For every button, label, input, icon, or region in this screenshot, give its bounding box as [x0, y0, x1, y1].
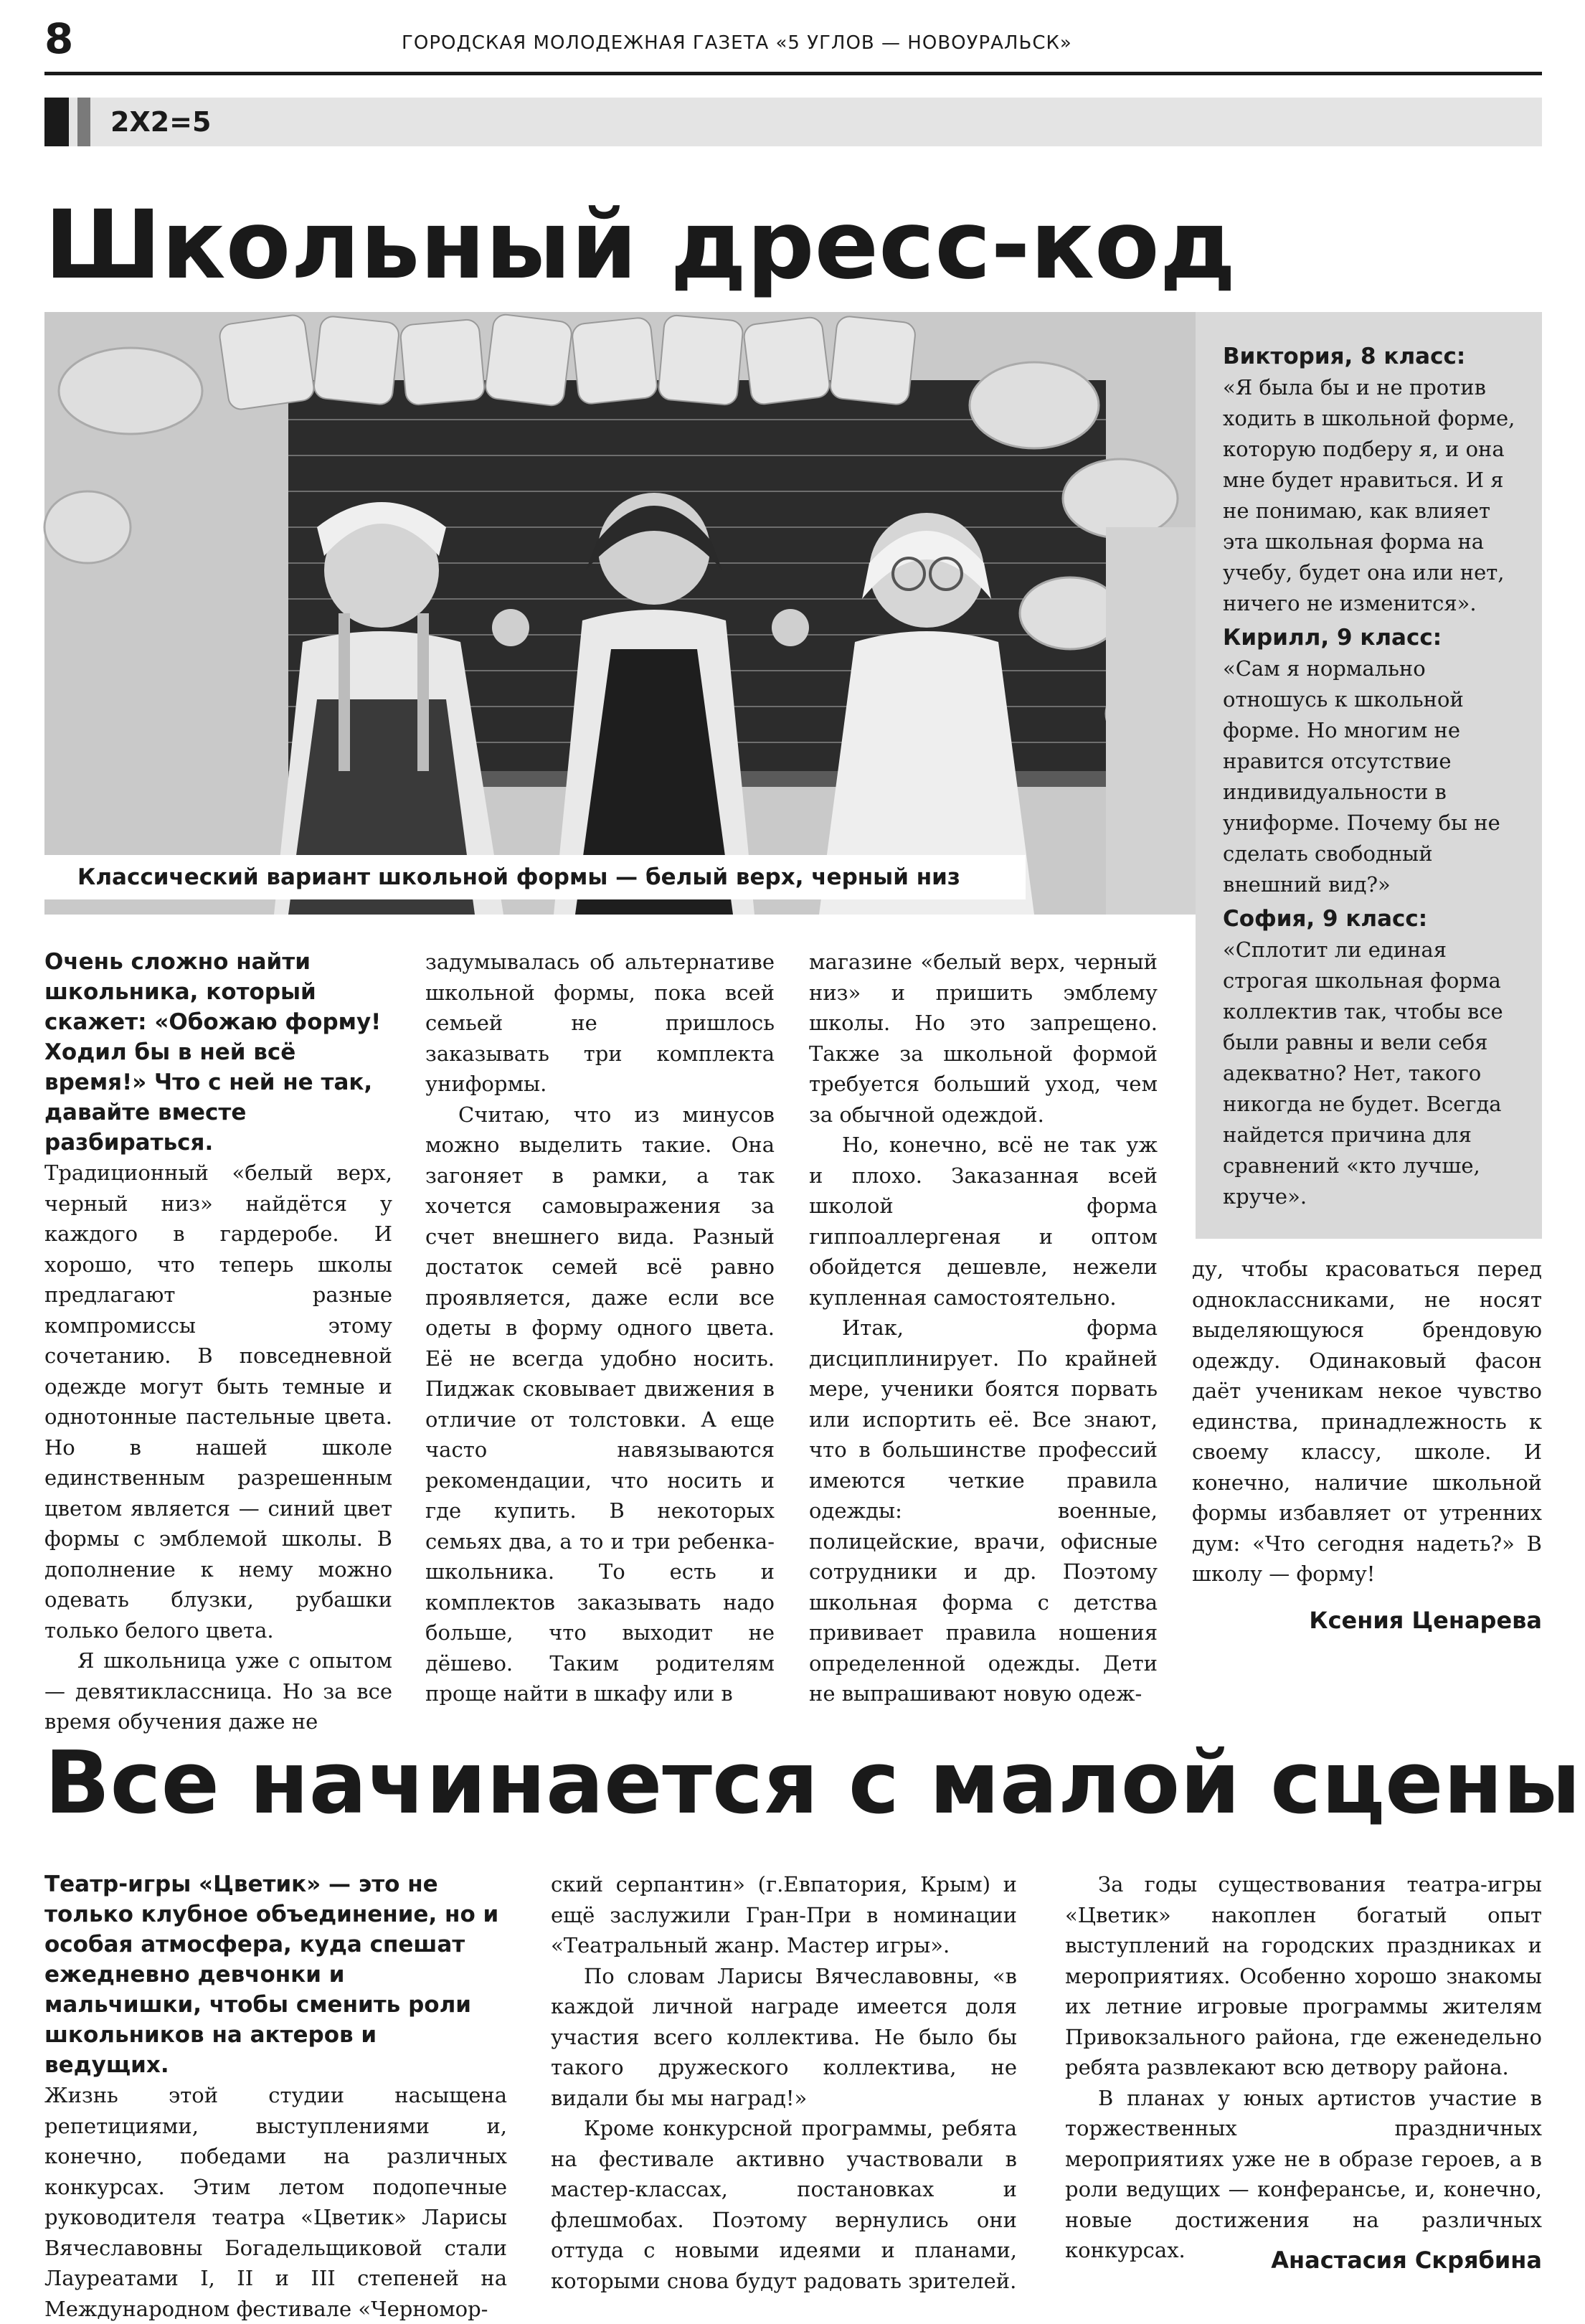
sidebar-quote: «Сам я нормально отношусь к школьной форме. Но многим не нравится отсутствие индивидуальности в униформе. Почему бы не сделать свободный внешний вид?» — [1223, 656, 1500, 897]
article2-column-1 — [44, 1869, 507, 2324]
article1-author: Ксения Ценарева — [1309, 1607, 1542, 1634]
rubric-bar — [44, 98, 1542, 146]
paragraph: За годы существования театра-игры «Цветик» накоплен богатый опыт выступлений на городских праздниках и мероприятиях. Особенно хорошо знакомы их летние игровые программы жителям Привокзального района, где еженедельно ребята развлекают всю детвору района. — [1065, 1872, 1542, 2079]
paragraph: Но, конечно, всё не так уж и плохо. Заказанная всей школой форма гиппоаллергеная и оптом обойдется дешевле, нежели купленная самостоятельно. — [809, 1133, 1158, 1310]
article1-photo — [44, 312, 1196, 915]
rubric-title: 2Х2=5 — [110, 106, 212, 138]
paragraph: Я школьница уже с опытом — девятиклассница. Но за все время обучения даже не — [44, 1648, 392, 1734]
paragraph: ский серпантин» (г.Евпатория, Крым) и ещё заслужили Гран-При в номинации «Театральный жанр. Мастер игры». — [551, 1872, 1017, 1957]
paragraph: магазине «белый верх, черный низ» и пришить эмблему школы. Но это запрещено. Также за школьной формой требуется больший уход, чем за обычной одеждой. — [809, 950, 1158, 1127]
paragraph: ду, чтобы красоваться перед одноклассниками, не носят выделяющуюся брендовую одежду. Одинаковый фасон даёт ученикам некое чувство единства, принадлежность к своему классу, школе. И конечно, наличие школьной формы избавляет от утренних дум: «Что сегодня надеть?» В школу — форму! — [1192, 1257, 1542, 1586]
paragraph: По словам Ларисы Вячеславовны, «в каждой личной награде имеется доля участия всего коллектива. Не было бы такого дружеского коллектива, не видали бы мы наград!» — [551, 1963, 1017, 2110]
rubric-marker-grey — [77, 98, 90, 146]
paragraph: Считаю, что из минусов можно выделить такие. Она загоняет в рамки, а так хочется самовыражения за счет внешнего вида. Разный достаток семей всё равно проявляется, даже если все одеты в форму одного цвета. Её не всегда удобно носить. Пиджак сковывает движения в отличие от толстовки. А еще часто навязываются рекомендации, что носить и где купить. В некоторых семьях два, а то и три ребенка-школьника. То есть и комплектов заказывать надо больше, что выходит не дёшево. Таким родителям проще найти в шкафу или в — [425, 1102, 775, 1706]
paragraph: задумывалась об альтернативе школьной формы, пока всей семьей не пришлось заказывать три комплекта униформы. — [425, 950, 775, 1096]
paragraph: Жизнь этой студии насыщена репетициями, выступлениями и, конечно, победами на различных конкурсах. Этим летом подопечные руководителя театра «Цветик» Ларисы Вячеславовны Богадельщиковой стали Лауреатами I, II и III степеней на Международном фестивале «Черномор- — [44, 2083, 507, 2321]
article2-column-2 — [551, 1869, 1017, 2296]
paragraph: Кроме конкурсной программы, ребята на фестивале активно участвовали в мастер-классах, постановках и флешмобах. Поэтому вернулись они оттуда с новыми идеями и планами, которыми снова будут радовать зрителей. — [551, 2116, 1017, 2293]
article1-lead: Очень сложно найти школьника, который скажет: «Обожаю форму! Ходил бы в ней всё время!» Что с ней не так, давайте вместе разбираться. — [44, 949, 382, 1156]
article1-column-2 — [425, 947, 775, 1709]
article2-column-3 — [1065, 1869, 1542, 2266]
paragraph: Итак, форма дисциплинирует. По крайней мере, ученики боятся порвать или испортить её. Все знают, что в большинстве профессий имеются четкие правила одежды: военные, полицейские, врачи, офисные сотрудники и др. Поэтому школьная форма с детства прививает правила ношения определенной одежды. Дети не выпрашивают новую одеж- — [809, 1315, 1158, 1706]
paragraph: В планах у юных артистов участие в торжественных праздничных мероприятиях уже не в образе героев, а в роли ведущих — конферансье, и, конечно, новые достижения на различных конкурсах. — [1065, 2085, 1542, 2262]
photo-caption: Классический вариант школьной формы — белый верх, черный низ — [77, 864, 960, 890]
sidebar-quote: «Сплотит ли единая строгая школьная форма коллектив так, чтобы все были равны и вели себя адекватно? Нет, такого никогда не будет. Всегда найдется причина для сравнений «кто лучше, круче». — [1223, 937, 1503, 1209]
sidebar-author: София, 9 класс: — [1223, 906, 1428, 932]
photo-caption-box — [44, 855, 1026, 899]
article2-lead: Театр-игры «Цветик» — это не только клубное объединение, но и особая атмосфера, куда спешат ежедневно девчонки и мальчишки, чтобы сменить роли школьников на актеров и ведущих. — [44, 1871, 499, 2078]
article2-author: Анастасия Скрябина — [1271, 2247, 1542, 2274]
header-rule — [44, 72, 1542, 75]
article1-headline: Школьный дресс-код — [44, 190, 1236, 301]
sidebar-author: Кирилл, 9 класс: — [1223, 625, 1442, 651]
article1-column-3 — [809, 947, 1158, 1709]
article1-column-4 — [1192, 1254, 1542, 1590]
sidebar-quote: «Я была бы и не против ходить в школьной форме, которую подберу я, и она мне будет нравиться. И я не понимаю, как влияет эта школьная форма на учебу, будет она или нет, ничего не изменится». — [1223, 375, 1515, 615]
opinions-sidebar — [1196, 312, 1542, 1239]
article2-headline: Все начинается с малой сцены — [44, 1734, 1581, 1833]
rubric-marker-dark — [44, 98, 69, 146]
sidebar-author: Виктория, 8 класс: — [1223, 344, 1466, 369]
newspaper-masthead: ГОРОДСКАЯ МОЛОДЕЖНАЯ ГАЗЕТА «5 УГЛОВ — НОВОУРАЛЬСК» — [402, 32, 1072, 54]
article1-column-1 — [44, 947, 392, 1737]
paragraph: Традиционный «белый верх, черный низ» найдётся у каждого в гардеробе. И хорошо, что теперь школы предлагают разные компромиссы этому сочетанию. В повседневной одежде могут быть темные и однотонные пастельные цвета. Но в нашей школе единственным разрешенным цветом является — синий цвет формы с эмблемой школы. В дополнение к нему можно одевать блузки, рубашки только белого цвета. — [44, 1161, 392, 1643]
page-number: 8 — [44, 14, 74, 63]
